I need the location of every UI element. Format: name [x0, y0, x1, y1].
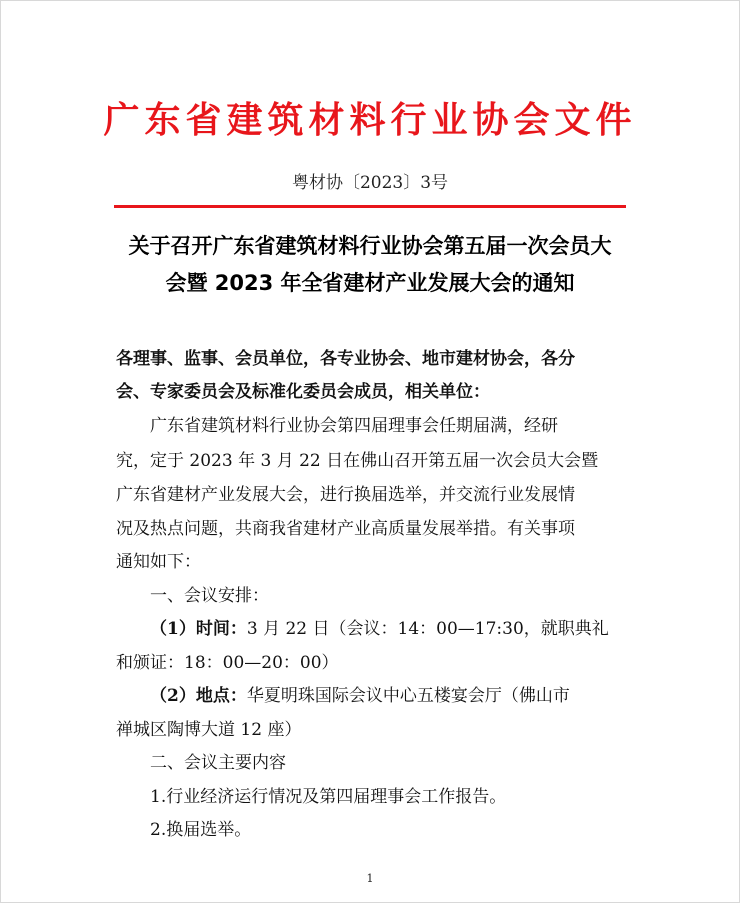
red-divider-rule: [114, 205, 626, 208]
venue-label: （2）地点：: [150, 686, 247, 706]
notice-title-line-2: 会暨 2023 年全省建材产业发展大会的通知: [165, 271, 575, 295]
section-2-heading: 二、会议主要内容: [150, 753, 286, 773]
intro-line-3: 广东省建材产业发展大会，进行换届选举，并交流行业发展情: [116, 485, 575, 505]
venue-text: 华夏明珠国际会议中心五楼宴会厅（佛山市: [246, 686, 570, 706]
notice-title: [100, 228, 640, 302]
intro-line-1: 广东省建筑材料行业协会第四届理事会任期届满，经研: [150, 416, 558, 436]
addressee-line-1: 各理事、监事、会员单位，各专业协会、地市建材协会，各分: [116, 349, 575, 369]
section-1-heading: 一、会议安排：: [150, 586, 269, 606]
venue-text-line-2: 禅城区陶博大道 12 座）: [116, 720, 302, 740]
time-label: （1）时间：: [150, 619, 247, 639]
intro-line-2: 究，定于 2023 年 3 月 22 日在佛山召开第五届一次会员大会暨: [116, 451, 599, 471]
venue-row: [150, 681, 570, 706]
document-number: 粤材协〔2023〕3号: [291, 173, 449, 193]
addressee-line-2: 会、专家委员会及标准化委员会成员，相关单位：: [116, 382, 490, 402]
page-number: 1: [366, 872, 374, 885]
content-item-1: 1.行业经济运行情况及第四届理事会工作报告。: [150, 787, 507, 807]
time-row: [150, 614, 609, 639]
content-item-2: 2.换届选举。: [150, 820, 252, 840]
time-text-line-2: 和颁证：18：00—20：00）: [116, 653, 339, 673]
org-header-title: 广东省建筑材料行业协会文件: [103, 99, 637, 141]
time-text: 3 月 22 日（会议：14：00—17:30，就职典礼: [246, 619, 609, 639]
intro-line-4: 况及热点问题，共商我省建材产业高质量发展举措。有关事项: [116, 519, 575, 539]
intro-line-5: 通知如下：: [116, 552, 201, 572]
notice-title-line-1: 关于召开广东省建筑材料行业协会第五届一次会员大: [128, 234, 612, 258]
